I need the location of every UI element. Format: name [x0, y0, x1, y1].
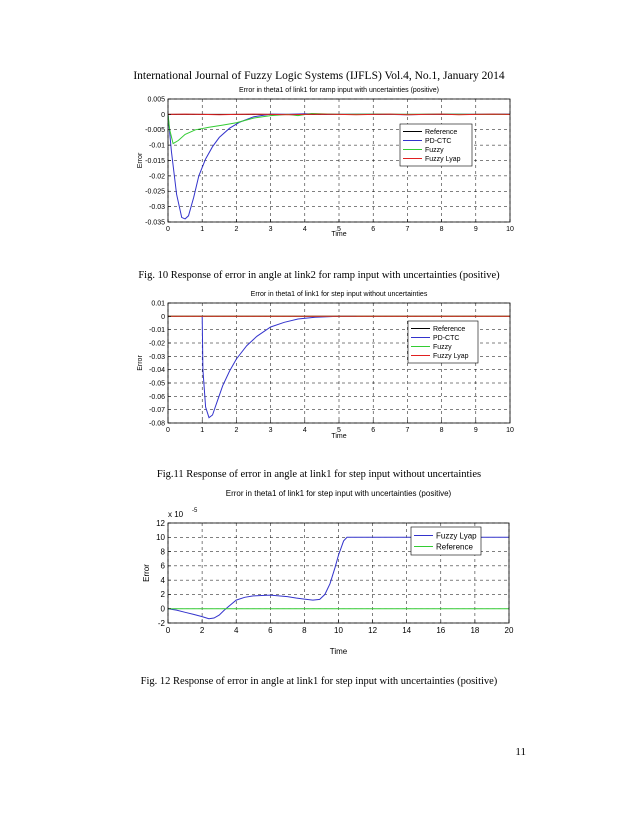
y-axis-label: Error — [142, 564, 151, 582]
journal-header: International Journal of Fuzzy Logic Systems (IJFLS) Vol.4, No.1, January 2014 — [133, 70, 505, 82]
x-tick-label: 9 — [473, 226, 478, 233]
x-tick-label: 2 — [234, 226, 239, 233]
legend-label: Fuzzy Lyap — [436, 531, 477, 541]
y-tick-label: 12 — [156, 518, 165, 528]
legend-label: PD-CTC — [425, 137, 452, 145]
figure-caption-11: Fig.11 Response of error in angle at link1 for step input without uncertainties — [156, 469, 482, 480]
y-tick-label: 0 — [161, 111, 165, 119]
x-tick-label: 8 — [439, 427, 444, 434]
legend-label: PD-CTC — [433, 334, 460, 342]
y-tick-label: -0.02 — [149, 340, 165, 348]
x-tick-label: 9 — [473, 427, 478, 434]
y-tick-label: -0.04 — [149, 367, 165, 375]
legend-label: Fuzzy Lyap — [425, 155, 461, 163]
x-tick-label: 0 — [166, 226, 170, 233]
x-tick-label: 8 — [302, 626, 307, 635]
chart-ramp-uncertain — [0, 84, 638, 256]
x-tick-label: 8 — [439, 226, 444, 233]
x-tick-label: 6 — [268, 626, 273, 635]
y-tick-label: -0.07 — [149, 407, 165, 415]
x-tick-label: 10 — [334, 626, 343, 635]
x-tick-label: 14 — [402, 626, 412, 635]
y-tick-label: -0.01 — [149, 327, 165, 335]
y-tick-label: -0.06 — [149, 393, 165, 401]
x-tick-label: 7 — [405, 427, 410, 434]
y-axis-label: Error — [137, 355, 144, 371]
chart-title: Error in theta1 of link1 for step input with uncertainties (positive) — [225, 489, 452, 498]
x-tick-label: 4 — [233, 626, 239, 635]
x-tick-label: 3 — [268, 427, 273, 434]
y-tick-label: -0.005 — [145, 127, 165, 135]
legend-label: Fuzzy — [433, 343, 452, 351]
x-tick-label: 6 — [371, 427, 376, 434]
legend-label: Reference — [433, 325, 466, 333]
x-axis-label: Time — [331, 433, 347, 440]
y-tick-label: -0.05 — [149, 380, 165, 388]
y-tick-label: -0.03 — [149, 353, 165, 361]
y-tick-label: -0.035 — [145, 219, 165, 227]
x-axis-label: Time — [329, 647, 348, 656]
y-tick-label: -0.015 — [145, 157, 165, 165]
x-tick-label: 6 — [371, 226, 376, 233]
x-tick-label: 16 — [436, 626, 446, 635]
x-tick-label: 3 — [268, 226, 273, 233]
x-tick-label: 4 — [302, 226, 307, 233]
y-scale-multiplier: x 10 — [168, 510, 184, 519]
x-tick-label: 1 — [200, 427, 205, 434]
page-number: 11 — [515, 746, 526, 758]
x-tick-label: 0 — [165, 626, 171, 635]
chart-step-no-uncertainty — [0, 288, 638, 460]
y-tick-label: 0 — [160, 604, 165, 614]
y-tick-label: 0.005 — [147, 96, 165, 104]
x-tick-label: 12 — [368, 626, 378, 635]
y-tick-label: 10 — [156, 533, 165, 543]
x-axis-label: Time — [331, 231, 347, 238]
legend-label: Fuzzy — [425, 146, 444, 154]
x-tick-label: 10 — [506, 226, 514, 233]
chart-title: Error in theta1 of link1 for step input without uncertainties — [250, 291, 428, 298]
y-tick-label: 6 — [160, 561, 165, 571]
x-tick-label: 1 — [200, 226, 205, 233]
y-tick-label: -0.02 — [149, 173, 165, 181]
x-tick-label: 4 — [302, 427, 307, 434]
figure-caption-10: Fig. 10 Response of error in angle at link2 for ramp input with uncertainties (positive) — [138, 270, 500, 281]
y-tick-label: -0.025 — [145, 188, 165, 196]
legend-label: Fuzzy Lyap — [433, 352, 469, 360]
x-tick-label: 5 — [337, 427, 341, 434]
x-tick-label: 7 — [405, 226, 410, 233]
y-tick-label: -0.03 — [149, 204, 165, 212]
series-line — [202, 316, 356, 417]
x-tick-label: 5 — [337, 226, 341, 233]
legend-label: Reference — [425, 128, 458, 136]
y-tick-label: -0.08 — [149, 420, 165, 428]
y-tick-label: -0.01 — [149, 142, 165, 150]
x-tick-label: 2 — [199, 626, 205, 635]
y-scale-exponent: -5 — [192, 508, 198, 514]
y-axis-label: Error — [137, 152, 144, 169]
y-tick-label: -2 — [157, 618, 165, 628]
x-tick-label: 10 — [506, 427, 514, 434]
y-tick-label: 4 — [160, 575, 165, 585]
y-tick-label: 2 — [160, 590, 165, 600]
chart-step-uncertain — [0, 486, 638, 662]
x-tick-label: 18 — [470, 626, 480, 635]
y-tick-label: 0 — [161, 313, 165, 321]
figure-caption-12: Fig. 12 Response of error in angle at link1 for step input with uncertainties (positive) — [140, 676, 498, 687]
legend-label: Reference — [436, 542, 473, 552]
chart-title: Error in theta1 of link1 for ramp input with uncertainties (positive) — [239, 87, 439, 94]
y-tick-label: 8 — [160, 547, 165, 557]
x-tick-label: 20 — [504, 626, 514, 635]
x-tick-label: 2 — [234, 427, 239, 434]
y-tick-label: 0.01 — [151, 300, 165, 308]
x-tick-label: 0 — [166, 427, 170, 434]
